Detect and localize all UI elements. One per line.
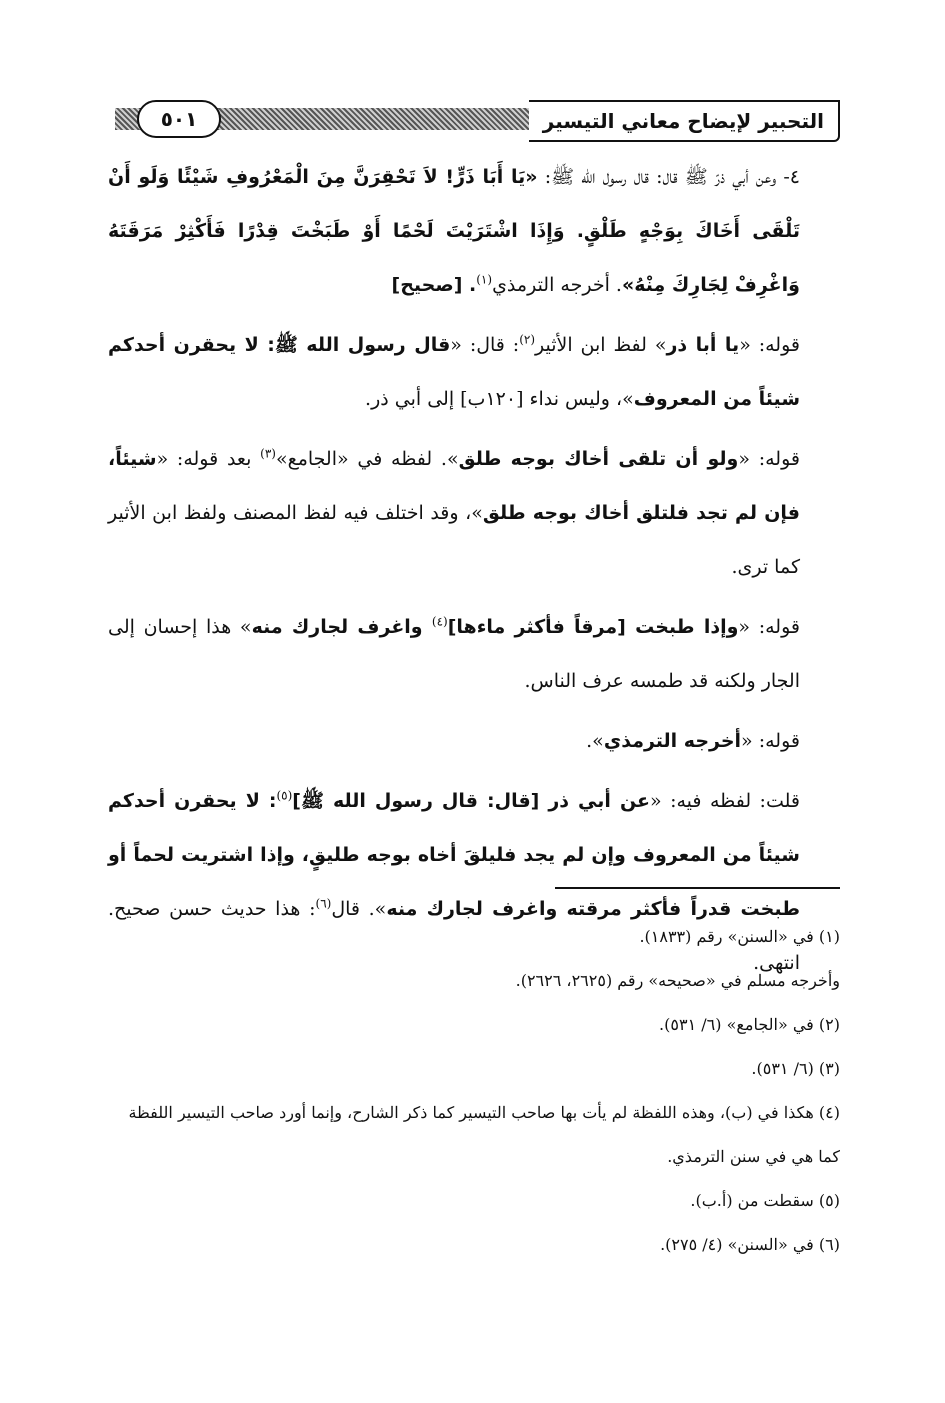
quoted-term: ولو أن تلقى أخاك بوجه طلق: [458, 448, 739, 470]
footnote-divider: [555, 887, 840, 889]
text-run: قوله: «: [739, 334, 800, 356]
hadith-paragraph: [108, 150, 840, 312]
text-run: »، وليس نداء [١٢٠ب] إلى أبي ذر.: [365, 388, 634, 410]
page-number: ٥٠١: [137, 100, 221, 138]
text-run: قوله: «: [738, 616, 800, 638]
text-run: » لفظ ابن الأثير: [535, 334, 667, 356]
text-run: : قال: «: [450, 334, 520, 356]
text-run: » هذا إحسان إلى الجار ولكنه قد طمسه عرف الناس.: [108, 616, 800, 692]
text-run: ». لفظه في «الجامع»: [275, 448, 459, 470]
footnote-ref-4[interactable]: (٤): [431, 614, 448, 629]
quoted-term: شيئاً، فإن لم تجد فلتلق أخاك بوجه طلق: [108, 448, 800, 524]
footnote-item: (١) في «السنن» رقم (١٨٣٣).: [639, 927, 840, 946]
footnote-ref-6[interactable]: (٦): [315, 896, 332, 911]
text-run: قلت: لفظه فيه: «: [650, 790, 800, 812]
text-run: قوله: «: [741, 730, 800, 752]
text-run: ». قال: [331, 898, 387, 920]
commentary-paragraph-2: [108, 432, 840, 594]
commentary-paragraph-1: [108, 318, 840, 426]
hadith-intro: ٤- وعن أبي ذرّ ﷺ قال: قال رسول الله ﷺ:: [537, 166, 800, 188]
quoted-term: وإذا طبخت [مرقاً فأكثر ماءها]: [447, 616, 739, 638]
page-header: [115, 100, 840, 144]
footnote-item: (٦) في «السنن» (٤/ ٢٧٥).: [660, 1235, 840, 1254]
commentary-paragraph-4: [108, 714, 840, 768]
text-run: بعد قوله: «: [156, 448, 261, 470]
footnote-item: (٥) سقطت من (أ.ب).: [690, 1191, 840, 1210]
quoted-term: أخرجه الترمذي: [603, 730, 742, 752]
text-run: قوله: «: [738, 448, 800, 470]
hadith-text: «يَا أَبَا ذَرٍّ! لاَ تَحْقِرَنَّ مِنَ الْمَعْرُوفِ شَيْئًا وَلَو أَنْ تَلْقَى أَخَاكَ بِوَجْهٍ طَلْقٍ. وَإِذَا اشْتَرَيْتَ لَحْمًا أَوْ طَبَخْتَ قِدْرًا فَأَكْثِرْ مَرَقَتَهُ وَاغْرِفْ لِجَارِكَ مِنْهُ»: [108, 166, 800, 296]
footnotes: [108, 915, 840, 1267]
footnote-ref-5[interactable]: (٥): [276, 788, 293, 803]
footnote-ref-1[interactable]: (١): [476, 272, 493, 287]
commentary-paragraph-3: [108, 600, 840, 708]
quoted-term: يا أبا ذر: [666, 334, 740, 356]
footnote-item: (٢) في «الجامع» (٦/ ٥٣١).: [659, 1015, 840, 1034]
footnote-item: وأخرجه مسلم في «صحيحه» رقم (٢٦٢٥، ٢٦٢٦).: [515, 971, 840, 990]
quoted-term: : لا يحقرن أحدكم شيئاً من المعروف وإن لم يجد فليلقَ أخاه بوجه طليقٍ، وإذا اشتريت لحماً أو طبخت قدراً فأكثر مرقته واغرف لجارك منه: [108, 790, 800, 920]
quoted-term: واغرف لجارك منه: [251, 616, 432, 638]
main-text: [108, 150, 840, 996]
footnote-item: (٤) هكذا في (ب)، وهذه اللفظة لم يأت بها صاحب التيسير كما ذكر الشارح، وإنما أورد صاحب التيسير اللفظة كما هي في سنن الترمذي.: [128, 1103, 840, 1166]
hadith-grade: . [صحيح]: [391, 274, 477, 296]
text-run: ».: [586, 730, 604, 752]
quoted-term: عن أبي ذر [قال: قال رسول الله ﷺ]: [292, 790, 651, 812]
book-title: التحبير لإيضاح معاني التيسير: [529, 100, 840, 142]
quoted-term: قال رسول الله ﷺ: لا يحقرن أحدكم شيئاً من المعروف: [108, 334, 800, 410]
footnote-ref-3[interactable]: (٣): [260, 446, 276, 461]
footnote-ref-2[interactable]: (٢): [519, 332, 536, 347]
hadith-source: . أخرجه الترمذي: [492, 274, 622, 296]
text-run: : هذا حديث حسن صحيح. انتهى.: [108, 898, 800, 974]
footnote-item: (٣) (٦/ ٥٣١).: [751, 1059, 840, 1078]
text-run: »، وقد اختلف فيه لفظ المصنف ولفظ ابن الأثير كما ترى.: [108, 502, 800, 578]
